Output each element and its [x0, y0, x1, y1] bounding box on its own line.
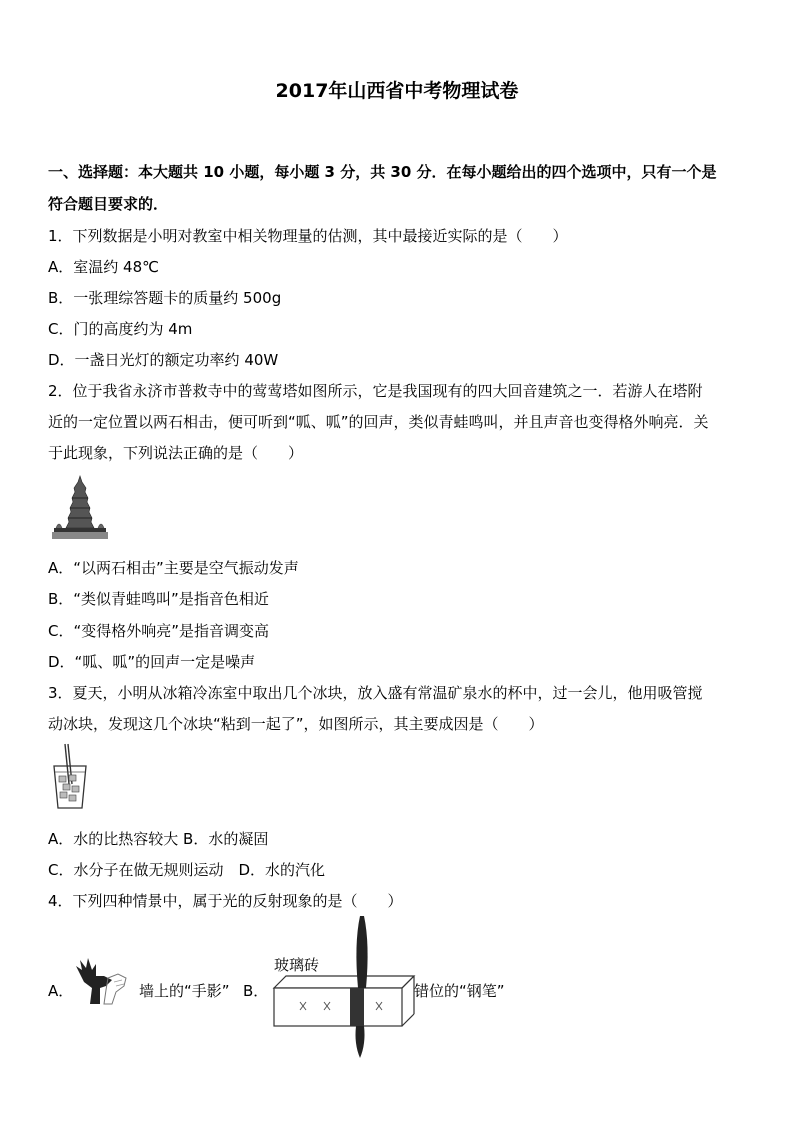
section-heading-line2: 符合题目要求的．	[48, 195, 169, 213]
q4-option-a-text: 墙上的“手影”	[139, 982, 230, 1000]
pen-through-glass-figure	[266, 914, 416, 1060]
pagoda-figure	[50, 474, 110, 540]
q2-option-c: C．“变得格外响亮”是指音调变高	[48, 622, 270, 640]
q1-option-a: A．室温约 48℃	[48, 258, 159, 276]
page-title: 2017年山西省中考物理试卷	[275, 80, 519, 102]
q3-stem-line2: 动冰块，发现这几个冰块“粘到一起了”，如图所示，其主要成因是（ ）	[48, 715, 544, 733]
q3-options-cd: C．水分子在做无规则运动 D．水的汽化	[48, 861, 326, 879]
q4-option-b-prefix: B．	[243, 982, 269, 1000]
q4-option-b-text: 错位的“钢笔”	[414, 982, 505, 1000]
q3-stem-line1: 3．夏天，小明从冰箱冷冻室中取出几个冰块，放入盛有常温矿泉水的杯中，过一会儿，他用吸管搅	[48, 684, 703, 702]
q2-option-a: A．“以两石相击”主要是空气振动发声	[48, 559, 299, 577]
section-heading-line1: 一、选择题：本大题共 10 小题，每小题 3 分，共 30 分．在每小题给出的四个选项中，只有一个是	[48, 163, 717, 181]
cup-with-straw-figure	[50, 742, 90, 814]
q1-stem: 1．下列数据是小明对教室中相关物理量的估测，其中最接近实际的是（ ）	[48, 227, 568, 245]
q2-stem-line2: 近的一定位置以两石相击，便可听到“呱、呱”的回声，类似青蛙鸣叫，并且声音也变得格外响亮．关	[48, 413, 709, 431]
q4-stem: 4．下列四种情景中，属于光的反射现象的是（ ）	[48, 892, 403, 910]
q1-option-d: D．一盏日光灯的额定功率约 40W	[48, 351, 279, 369]
q3-options-ab: A．水的比热容较大 B．水的凝固	[48, 830, 269, 848]
q2-option-b: B．“类似青蛙鸣叫”是指音色相近	[48, 590, 269, 608]
q1-option-c: C．门的高度约为 4m	[48, 320, 193, 338]
glass-brick-label: 玻璃砖	[274, 956, 320, 974]
q4-option-a-prefix: A．	[48, 982, 74, 1000]
hand-shadow-figure	[70, 952, 132, 1010]
q2-stem-line1: 2．位于我省永济市普救寺中的莺莺塔如图所示，它是我国现有的四大回音建筑之一．若游人在塔附	[48, 382, 703, 400]
q2-stem-line3: 于此现象，下列说法正确的是（ ）	[48, 444, 304, 462]
q2-option-d: D．“呱、呱”的回声一定是噪声	[48, 653, 256, 671]
q1-option-b: B．一张理综答题卡的质量约 500g	[48, 289, 282, 307]
